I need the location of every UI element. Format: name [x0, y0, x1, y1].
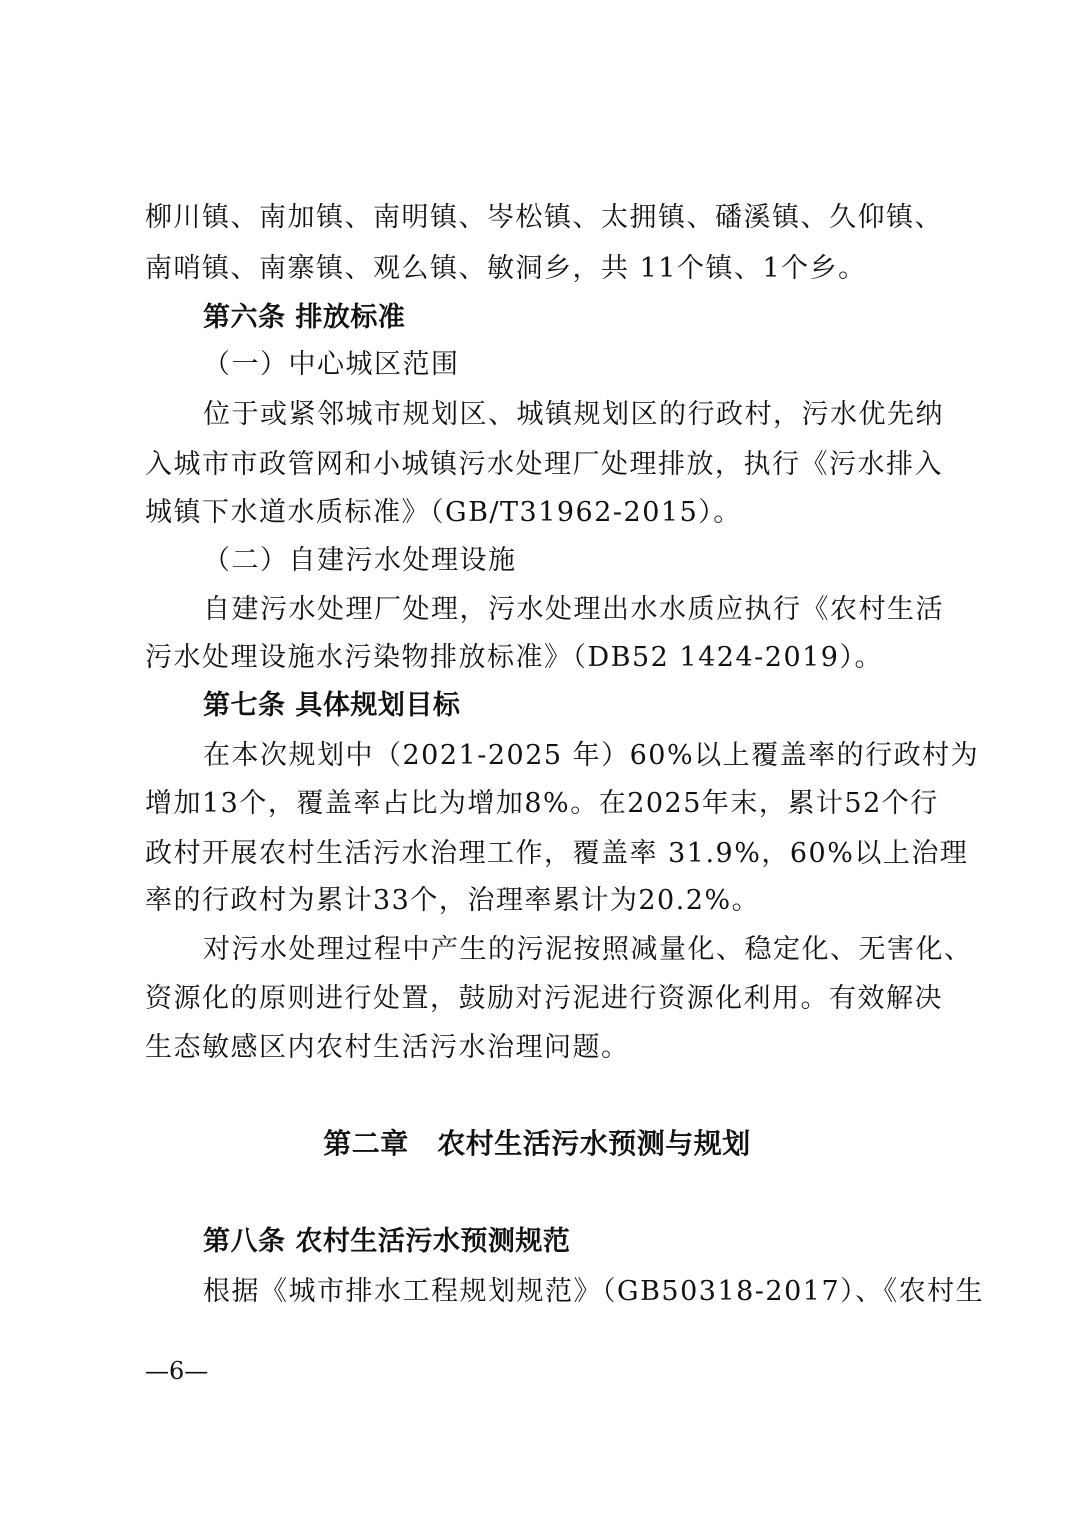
chapter-2-title: 第二章 农村生活污水预测与规划 — [323, 1127, 751, 1160]
paragraph-line: 位于或紧邻城市规划区、城镇规划区的行政村，污水优先纳 — [203, 399, 944, 430]
paragraph-line: 资源化的原则进行处置，鼓励对污泥进行资源化利用。有效解决 — [145, 983, 943, 1014]
paragraph-line: 根据《城市排水工程规划规范》（GB50318-2017）、《农村生 — [203, 1276, 985, 1307]
paragraph-line: 柳川镇、南加镇、南明镇、岑松镇、太拥镇、磻溪镇、久仰镇、 — [145, 202, 943, 233]
article-8-heading: 第八条 农村生活污水预测规范 — [203, 1226, 571, 1257]
page-number: —6— — [145, 1357, 209, 1385]
paragraph-line: 南哨镇、南寨镇、观么镇、敏洞乡，共 11个镇、1个乡。 — [145, 253, 867, 284]
paragraph-line: 率的行政村为累计33个，治理率累计为20.2%。 — [145, 885, 761, 916]
paragraph-line: 增加13个，覆盖率占比为增加8%。在2025年末，累计52个行 — [145, 788, 939, 819]
paragraph-line: 城镇下水道水质标准》（GB/T31962-2015）。 — [145, 497, 742, 528]
paragraph-line: 自建污水处理厂处理，污水处理出水水质应执行《农村生活 — [203, 594, 944, 625]
paragraph-line: 入城市市政管网和小城镇污水处理厂处理排放，执行《污水排入 — [145, 449, 943, 480]
section-2-heading: （二）自建污水处理设施 — [203, 545, 517, 576]
article-6-heading: 第六条 排放标准 — [203, 302, 406, 333]
paragraph-line: 生态敏感区内农村生活污水治理问题。 — [145, 1032, 630, 1063]
paragraph-line: 政村开展农村生活污水治理工作，覆盖率 31.9%，60%以上治理 — [145, 838, 969, 869]
paragraph-line: 在本次规划中（2021-2025 年）60%以上覆盖率的行政村为 — [203, 740, 980, 771]
paragraph-line: 对污水处理过程中产生的污泥按照减量化、稳定化、无害化、 — [203, 934, 973, 965]
paragraph-line: 污水处理设施水污染物排放标准》（DB52 1424-2019）。 — [145, 642, 883, 673]
section-1-heading: （一）中心城区范围 — [203, 349, 460, 380]
article-7-heading: 第七条 具体规划目标 — [203, 690, 461, 721]
